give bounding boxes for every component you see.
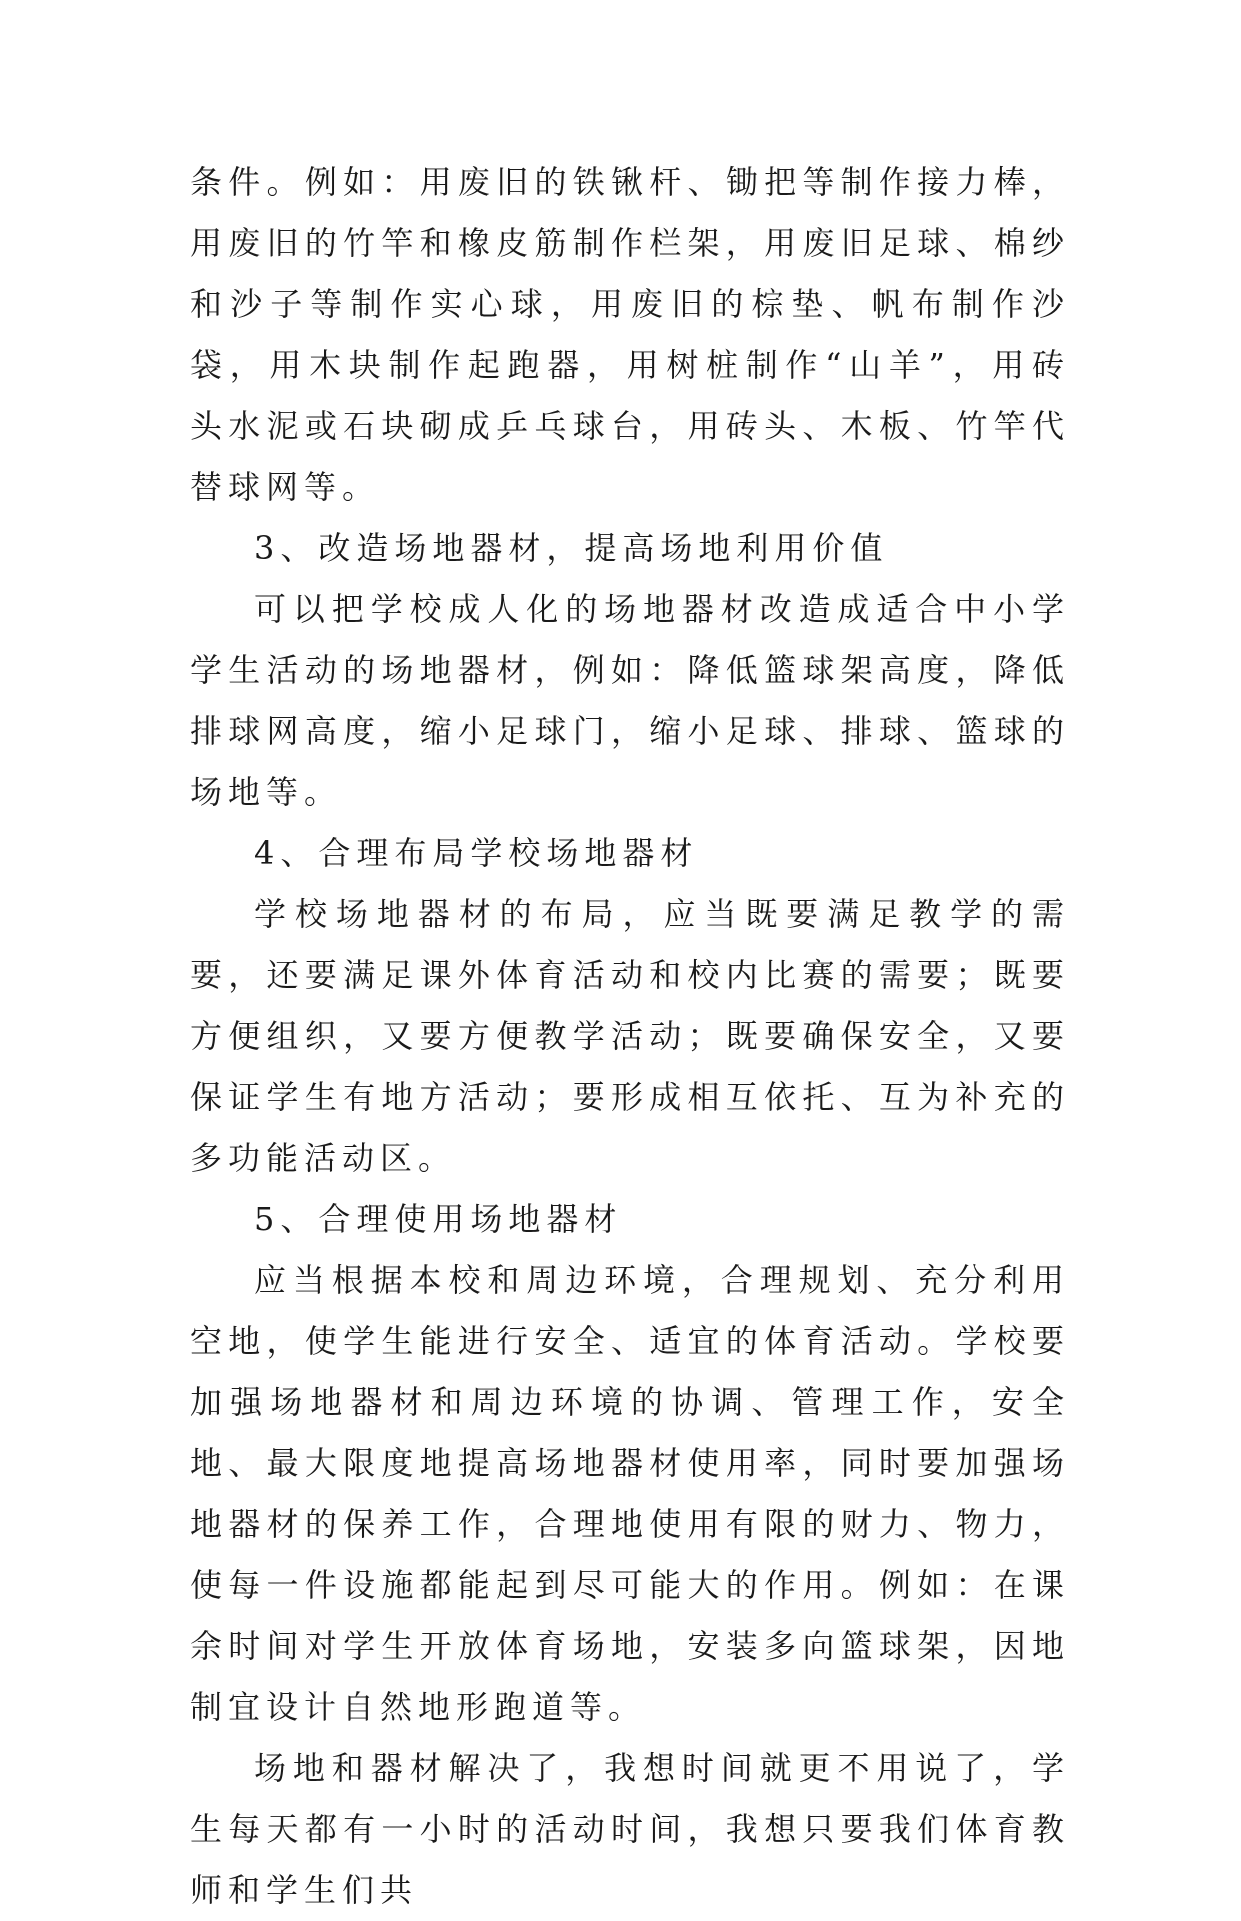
document-body [190, 152, 1070, 1921]
paragraph: 应当根据本校和周边环境，合理规划、充分利用空地，使学生能进行安全、适宜的体育活动。学校要加强场地器材和周边环境的协调、管理工作，安全地、最大限度地提高场地器材使用率，同时要加强场地器材的保养工作，合理地使用有限的财力、物力，使每一件设施都能起到尽可能大的作用。例如：在课余时间对学生开放体育场地，安装多向篮球架，因地制宜设计自然地形跑道等。 [190, 1261, 1070, 1726]
paragraph: 可以把学校成人化的场地器材改造成适合中小学学生活动的场地器材，例如：降低篮球架高度，降低排球网高度，缩小足球门，缩小足球、排球、篮球的场地等。 [190, 590, 1070, 811]
section-heading-5: 5、合理使用场地器材 [254, 1200, 623, 1238]
section-heading-4: 4、合理布局学校场地器材 [254, 834, 699, 872]
paragraph: 学校场地器材的布局，应当既要满足教学的需要，还要满足课外体育活动和校内比赛的需要；既要方便组织，又要方便教学活动；既要确保安全，又要保证学生有地方活动；要形成相互依托、互为补充的多功能活动区。 [190, 895, 1070, 1177]
paragraph: 场地和器材解决了，我想时间就更不用说了，学生每天都有一小时的活动时间，我想只要我们体育教师和学生们共 [190, 1749, 1070, 1909]
paragraph-continuation: 条件。例如：用废旧的铁锹杆、锄把等制作接力棒，用废旧的竹竿和橡皮筋制作栏架，用废旧足球、棉纱和沙子等制作实心球，用废旧的棕垫、帆布制作沙袋，用木块制作起跑器，用树桩制作“山羊”，用砖头水泥或石块砌成乒乓球台，用砖头、木板、竹竿代替球网等。 [190, 163, 1070, 506]
section-heading-3: 3、改造场地器材，提高场地利用价值 [254, 529, 889, 567]
